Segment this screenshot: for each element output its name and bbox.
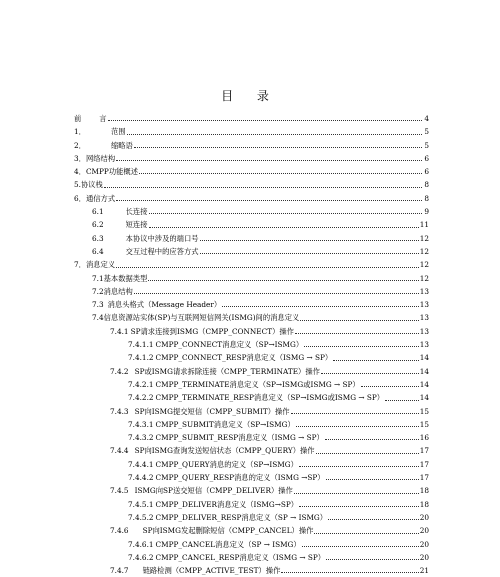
toc-entry-number: 7.4.4 (110, 446, 129, 456)
dot-leader (291, 412, 419, 414)
dot-leader (361, 385, 419, 387)
toc-entry-number: 7.4.1 (110, 326, 129, 336)
dot-leader (326, 558, 419, 560)
toc-entry-label: CMPP_TERMINATE_RESP消息定义（SP→ISMG或ISMG → SP） (155, 393, 385, 403)
toc-entry-page: 14 (419, 393, 429, 403)
toc-entry[interactable] (74, 298, 429, 311)
toc-entry[interactable] (74, 112, 429, 125)
toc-entry-number: 5. (74, 180, 81, 190)
toc-entry-page: 14 (419, 379, 429, 389)
toc-entry-number: 7.4.2.1 (128, 379, 154, 389)
toc-entry-page: 20 (419, 526, 429, 536)
toc-entry-page: 18 (419, 486, 429, 496)
toc-entry-label: 缩略语 (110, 140, 133, 150)
toc-entry-number: 7.4.6.2 (128, 552, 154, 562)
dot-leader (328, 518, 419, 520)
toc-entry[interactable] (74, 351, 429, 364)
dot-leader (148, 279, 418, 281)
dot-leader (294, 492, 419, 494)
toc-entry[interactable] (74, 418, 429, 431)
toc-entry-number: 6.4 (92, 246, 104, 256)
dot-leader (116, 266, 419, 268)
toc-entry-number: 2． (74, 140, 86, 150)
toc-entry-page: 13 (419, 326, 429, 336)
toc-entry-page: 21 (419, 566, 429, 576)
toc-entry-page: 6 (424, 167, 429, 177)
toc-entry-page: 20 (419, 552, 429, 562)
toc-entry-page: 12 (419, 273, 429, 283)
toc-entry-number: 前 (74, 114, 82, 123)
toc-entry[interactable] (74, 511, 429, 524)
toc-entry-label: 网络结构 (85, 153, 116, 163)
toc-entry[interactable] (74, 498, 429, 511)
toc-entry[interactable] (74, 311, 429, 324)
toc-entry-page: 12 (419, 260, 429, 270)
dot-leader (385, 399, 419, 401)
toc-entry-page: 4 (424, 114, 429, 123)
dot-leader (200, 239, 419, 241)
toc-entry-label: SP请求连接到ISMG（CMPP_CONNECT）操作 (130, 326, 294, 336)
dot-leader (299, 505, 419, 507)
toc-entry-page: 9 (424, 207, 429, 217)
toc-entry-page: 17 (419, 459, 429, 469)
dot-leader (302, 545, 419, 547)
toc-entry[interactable] (74, 218, 429, 231)
toc-entry-number: 7.3 (92, 300, 104, 310)
toc-entry[interactable] (74, 444, 429, 457)
toc-entry-label: 消息结构 (103, 286, 133, 296)
toc-entry-page: 14 (419, 366, 429, 376)
dot-leader (300, 319, 418, 321)
toc-entry-number: 7.4.7 (110, 566, 129, 576)
toc-entry-label: 范围 (110, 127, 126, 137)
toc-entry-label: 链路检测（CMPP_ACTIVE_TEST）操作 (142, 566, 281, 576)
toc-entry-label: CMPP_DELIVER消息定义（ISMG→SP） (155, 499, 299, 509)
toc-entry-number: 7.4.2 (110, 366, 129, 376)
toc-entry-label: CMPP_CONNECT消息定义（SP→ISMG） (155, 340, 304, 350)
toc-entry[interactable] (74, 378, 429, 391)
toc-entry-page: 13 (419, 313, 429, 323)
toc-entry[interactable] (74, 258, 429, 271)
dot-leader (295, 332, 419, 334)
toc-entry-label: 消息头格式（Message Header） (107, 300, 222, 310)
toc-entry[interactable] (74, 471, 429, 484)
toc-entry-label: 长连接 (125, 207, 148, 217)
toc-entry-number: 7.4 (92, 313, 104, 323)
toc-entry-label: SP或ISMG请求拆除连接（CMPP_TERMINATE）操作 (134, 366, 320, 376)
toc-entry-label: 交互过程中的应答方式 (125, 246, 199, 256)
toc-entry-number: 3． (74, 153, 86, 163)
toc-entry-page: 20 (419, 512, 429, 522)
toc-entry-page: 16 (419, 433, 429, 443)
toc-entry[interactable] (74, 551, 429, 564)
dot-leader (108, 119, 422, 121)
toc-entry[interactable] (74, 125, 429, 138)
toc-entry-label: CMPP_QUERY消息的定义（SP→ISMG） (155, 459, 298, 469)
toc-entry-page: 20 (419, 539, 429, 549)
toc-entry-number: 7.4.5.1 (128, 499, 154, 509)
toc-entry-number: 7.4.4.1 (128, 459, 154, 469)
toc-entry-number: 6． (74, 193, 86, 203)
toc-entry-number: 7.4.2.2 (128, 393, 154, 403)
toc-entry-page: 6 (424, 153, 429, 163)
toc-entry-number: 7.1 (92, 273, 104, 283)
toc-entry-label: 言 (99, 114, 107, 123)
dot-leader (299, 465, 419, 467)
toc-entry[interactable] (74, 564, 429, 577)
toc-entry-page: 17 (419, 446, 429, 456)
toc-entry[interactable] (74, 338, 429, 351)
toc-entry[interactable] (74, 245, 429, 258)
dot-leader (127, 133, 422, 135)
dot-leader (325, 438, 419, 440)
toc-entry-label: 本协议中涉及的端口号 (125, 233, 199, 243)
toc-entry-label: CMPP_SUBMIT消息定义（SP→ISMG） (155, 419, 295, 429)
toc-entry[interactable] (74, 205, 429, 218)
toc-entry-label: CMPP功能概述 (85, 167, 139, 177)
toc-entry-number: 7． (74, 260, 86, 270)
toc-entry-page: 13 (419, 300, 429, 310)
toc-entry[interactable] (74, 165, 429, 178)
toc-entry-label: 短连接 (125, 220, 148, 230)
toc-entry-label: SP向ISMG提交短信（CMPP_SUBMIT）操作 (134, 406, 290, 416)
dot-leader (321, 372, 419, 374)
toc-entry-number: 7.4.1.1 (128, 340, 154, 350)
toc-entry-page: 12 (419, 233, 429, 243)
toc-entry-number: 7.4.6 (110, 526, 129, 536)
toc-entry[interactable] (74, 192, 429, 205)
dot-leader (316, 452, 419, 454)
toc-entry-number: 6.1 (92, 207, 104, 217)
toc-entry-number: 6.2 (92, 220, 104, 230)
toc-entry-page: 14 (419, 353, 429, 363)
toc-entry-number: 4． (74, 167, 86, 177)
toc-entry-page: 13 (419, 286, 429, 296)
toc-entry[interactable] (74, 391, 429, 404)
toc-entry[interactable] (74, 524, 429, 537)
toc-entry-label: CMPP_CANCEL消息定义（SP → ISMG） (155, 539, 301, 549)
toc-entry-label: 通信方式 (85, 193, 116, 203)
toc-entry-label: CMPP_QUERY_RESP消息的定义（ISMG →SP） (155, 473, 325, 483)
toc-entry-number: 7.4.5.2 (128, 512, 154, 522)
toc-entry-label: SP向ISMG查询发送短信状态（CMPP_QUERY）操作 (134, 446, 315, 456)
toc-entry-page: 17 (419, 473, 429, 483)
toc-entry[interactable] (74, 431, 429, 444)
toc-entry[interactable] (74, 484, 429, 497)
dot-leader (134, 292, 419, 294)
toc-entry-page: 15 (419, 419, 429, 429)
toc-entry[interactable] (74, 272, 429, 285)
toc-entry[interactable] (74, 538, 429, 551)
toc-entry-label: 协议栈 (80, 180, 103, 190)
toc-entry-number: 7.4.1.2 (128, 353, 154, 363)
dot-leader (139, 172, 422, 174)
toc-entry-page: 5 (424, 127, 429, 137)
dot-leader (326, 478, 419, 480)
dot-leader (116, 159, 422, 161)
toc-entry-label: 基本数据类型 (103, 273, 148, 283)
toc-entry-label: CMPP_SUBMIT_RESP消息定义（ISMG → SP） (155, 433, 324, 443)
toc-entry[interactable] (74, 285, 429, 298)
toc-entry[interactable] (74, 139, 429, 152)
toc-entry-label: CMPP_TERMINATE消息定义（SP→ISMG或ISMG → SP） (155, 379, 360, 389)
toc-entry-page: 8 (424, 180, 429, 190)
dot-leader (116, 199, 422, 201)
toc-entry-number: 7.4.3.2 (128, 433, 154, 443)
toc-entry-page: 5 (424, 140, 429, 150)
dot-leader (314, 532, 418, 534)
toc-entry-number: 1． (74, 127, 86, 137)
toc-entry-label: CMPP_DELIVER_RESP消息定义（SP → ISMG） (155, 512, 328, 522)
dot-leader (296, 425, 419, 427)
toc-entry[interactable] (74, 325, 429, 338)
dot-leader (200, 252, 419, 254)
toc-entry-number: 7.4.4.2 (128, 473, 154, 483)
dot-leader (149, 212, 423, 214)
toc-entry[interactable] (74, 365, 429, 378)
dot-leader (304, 345, 419, 347)
toc-entry[interactable] (74, 458, 429, 471)
toc-entry-number: 6.3 (92, 233, 104, 243)
dot-leader (281, 571, 418, 573)
dot-leader (333, 359, 419, 361)
toc-entry-label: ISMG向SP送交短信（CMPP_DELIVER）操作 (134, 486, 293, 496)
toc-entry-label: CMPP_CONNECT_RESP消息定义（ISMG → SP） (155, 353, 333, 363)
toc-entry-label: 信息资源站实体(SP)与互联网短信网关(ISMG)间的消息定义 (103, 313, 300, 323)
toc-entry[interactable] (74, 405, 429, 418)
toc-entry-number: 7.4.6.1 (128, 539, 154, 549)
dot-leader (222, 305, 419, 307)
toc-entry-label: CMPP_CANCEL_RESP消息定义（ISMG → SP） (155, 552, 326, 562)
toc-entry[interactable] (74, 152, 429, 165)
dot-leader (104, 186, 422, 188)
page-title: 目 录 (221, 89, 279, 103)
toc-entry[interactable] (74, 178, 429, 191)
toc-entry-page: 11 (419, 220, 429, 230)
toc-entry-page: 18 (419, 499, 429, 509)
toc-entry-page: 8 (424, 193, 429, 203)
toc-entry-number: 7.4.3 (110, 406, 129, 416)
dot-leader (134, 146, 422, 148)
table-of-contents (74, 112, 429, 577)
dot-leader (149, 226, 419, 228)
toc-entry-number: 7.4.3.1 (128, 419, 154, 429)
toc-entry-page: 12 (419, 246, 429, 256)
toc-entry-label: 消息定义 (85, 260, 116, 270)
toc-entry-page: 15 (419, 406, 429, 416)
toc-entry-number: 7.2 (92, 286, 104, 296)
toc-entry[interactable] (74, 232, 429, 245)
toc-entry-page: 13 (419, 340, 429, 350)
toc-entry-label: SP向ISMG发起删除短信（CMPP_CANCEL）操作 (142, 526, 314, 536)
toc-entry-number: 7.4.5 (110, 486, 129, 496)
